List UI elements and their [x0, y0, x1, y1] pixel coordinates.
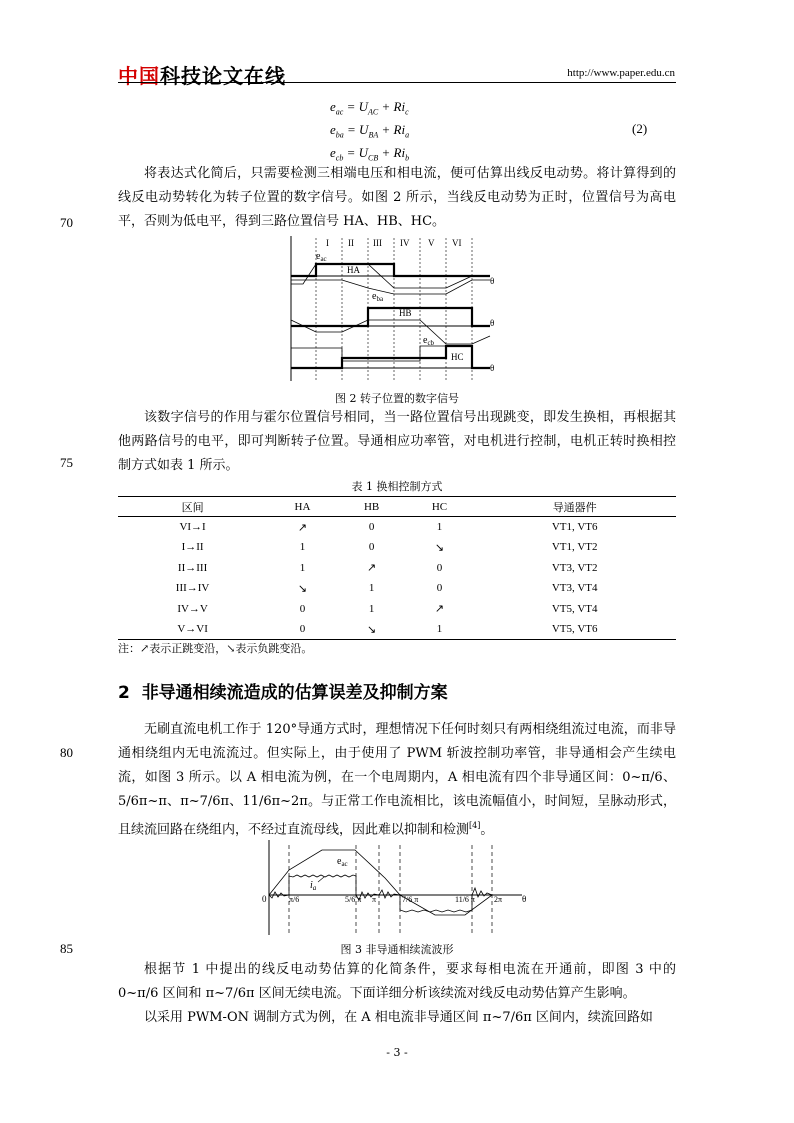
figure-3-caption: 图 3 非导通相续流波形	[340, 943, 454, 956]
table-1-note: 注：↗表示正跳变沿，↘表示负跳变沿。	[118, 642, 313, 655]
paragraph-3-text: 无刷直流电机工作于 120°导通方式时，理想情况下任何时刻只有两相绕组流过电流，而非导通相绕组内无电流流过。但实际上，由于使用了 PWM 斩波控制功率管，非导通相会产生续电流，如图 3 所示。以 A 相电流为例，在一个电周期内，A 相电流有四个非导通区间：0~π/6、5/6π~π、π~7/6π、11/6π~2π。与正常工作电流相比，该电流幅值小，时间短，呈脉动形式，且续流回路在绕组内，不经过直流母线，因此难以抑制和检测	[118, 722, 676, 838]
table-header-row	[118, 497, 676, 517]
table-cell: VT1, VT2	[551, 541, 598, 554]
figure-3-current-label: $i_a$	[310, 880, 317, 892]
equation-number: (2)	[632, 121, 648, 136]
theta-label-3: θ	[490, 363, 495, 373]
figure-3-freewheel-current-waveform	[260, 840, 540, 935]
table-cell: VT3, VT2	[551, 561, 598, 574]
table-cell: V→VI	[118, 619, 267, 640]
section-heading	[118, 678, 448, 703]
sector-label-3: III	[373, 238, 382, 248]
paragraph-4: 根据节 1 中提出的线反电动势估算的化简条件，要求每相电流在开通前，即图 3 中的 0~π/6 区间和 π~7/6π 区间无续电流。下面详细分析该续流对线反电动势估算产生影响。	[118, 962, 676, 1001]
table-cell: III→IV	[175, 582, 210, 595]
journal-logo	[118, 60, 286, 89]
table-cell: 1	[406, 619, 474, 640]
tick-label-0: 0	[262, 894, 267, 904]
table-cell: 0	[368, 521, 375, 533]
paragraph-1: 将表达式化简后，只需要检测三相端电压和相电流，便可估算出线反电动势。将计算得到的线反电动势转化为转子位置的数字信号。如图 2 所示，当线反电动势为正时，位置信号为高电平，否则为低电平，得到三路位置信号 HA、HB、HC。	[118, 166, 676, 229]
table-header: 导通器件	[473, 497, 676, 517]
table-cell: 1	[368, 602, 375, 615]
table-cell: ↗	[297, 521, 308, 534]
page-number: - 3 -	[386, 1046, 408, 1059]
table-row	[118, 619, 676, 640]
tick-label-pi: π	[372, 895, 377, 904]
table-row	[118, 537, 676, 558]
table-cell: ↘	[338, 619, 406, 640]
section-number: 2	[118, 683, 130, 703]
label-e-ac: $e_{ac}$	[316, 251, 327, 263]
equation-line-3: $e_{cb} = U_{CB} + Ri_b$	[330, 145, 410, 163]
table-cell: II→III	[177, 561, 208, 574]
logo-red-text: 中国	[118, 64, 160, 88]
equation-line-1: $e_{ac} = U_{AC} + Ri_c$	[330, 99, 409, 117]
label-HA: HA	[347, 265, 360, 275]
table-cell: 0	[436, 582, 443, 595]
table-row	[118, 578, 676, 599]
tick-label-11-6-pi: 11/6 π	[455, 895, 475, 904]
table-cell: 0	[436, 561, 443, 574]
table-header: HA	[267, 497, 338, 517]
line-number-75: 75	[60, 455, 73, 470]
section-title: 非导通相续流造成的估算误差及抑制方案	[141, 683, 448, 703]
table-row	[118, 599, 676, 620]
sector-label-2: II	[348, 238, 354, 248]
table-cell: ↘	[297, 582, 308, 595]
table-cell: 1	[368, 582, 375, 595]
table-cell: VT5, VT6	[473, 619, 676, 640]
table-cell: ↗	[434, 603, 445, 616]
label-e-ba: $e_{ba}$	[372, 291, 384, 303]
table-cell: VT1, VT6	[551, 521, 598, 533]
table-cell: ↗	[367, 562, 377, 575]
line-number-85: 85	[60, 941, 73, 956]
label-e-cb: $e_{cb}$	[423, 335, 435, 347]
header-rule	[118, 82, 676, 83]
sector-label-5: V	[428, 238, 435, 248]
paragraph-3	[118, 718, 676, 842]
tick-label-pi-6: π/6	[289, 895, 300, 904]
table-cell: 0	[299, 602, 306, 615]
figure-3-emf-label: $e_{ac}$	[337, 856, 348, 868]
sector-label-1: I	[326, 238, 329, 248]
theta-label-2: θ	[490, 318, 495, 328]
table-cell: IV→V	[177, 602, 208, 615]
label-HC: HC	[451, 352, 464, 362]
table-cell: 0	[368, 541, 375, 554]
theta-label-1: θ	[490, 276, 495, 286]
line-number-80: 80	[60, 745, 73, 760]
sector-label-4: IV	[400, 238, 410, 248]
table-cell: VI→I	[179, 521, 206, 533]
equation-line-2: $e_{ba} = U_{BA} + Ri_a$	[330, 122, 410, 140]
sector-label-6: VI	[452, 238, 462, 248]
table-1	[118, 496, 676, 640]
table-cell: 1	[436, 521, 443, 533]
table-cell: VT3, VT4	[551, 582, 598, 595]
citation-4[interactable]: [4]	[469, 821, 481, 830]
table-row	[118, 558, 676, 579]
table-cell: 1	[299, 561, 306, 574]
table-cell: I→II	[181, 541, 204, 554]
logo-black-text: 科技论文在线	[160, 64, 286, 88]
tick-label-2-pi: 2π	[494, 895, 503, 904]
paragraph-2: 该数字信号的作用与霍尔位置信号相同，当一路位置信号出现跳变，即发生换相，再根据其他两路信号的电平，即可判断转子位置。导通相应功率管，对电机进行控制，电机正转时换相控制方式如表 1 所示。	[118, 410, 676, 473]
tick-label-7-6-pi: 7/6 π	[402, 895, 419, 904]
table-cell: 0	[267, 619, 338, 640]
header-url[interactable]: http://www.paper.edu.cn	[567, 67, 675, 79]
table-cell: 1	[299, 541, 306, 554]
table-1-caption: 表 1 换相控制方式	[351, 480, 443, 493]
table-header: HB	[338, 497, 406, 517]
table-cell: VT5, VT4	[551, 602, 598, 615]
figure-2-caption: 图 2 转子位置的数字信号	[335, 392, 459, 405]
line-number-70: 70	[60, 215, 73, 230]
label-HB: HB	[399, 308, 412, 318]
table-header: HC	[406, 497, 474, 517]
table-header: 区间	[118, 497, 267, 517]
table-row	[118, 517, 676, 538]
paragraph-5: 以采用 PWM-ON 调制方式为例，在 A 相电流非导通区间 π~7/6π 区间内，续流回路如	[144, 1010, 653, 1025]
tick-label-5-6-pi: 5/6 π	[345, 895, 362, 904]
figure-2-rotor-position-signals	[285, 236, 510, 386]
figure-3-theta-label: θ	[522, 894, 527, 904]
paragraph-3-end: 。	[480, 822, 494, 838]
table-cell: ↘	[434, 541, 445, 554]
